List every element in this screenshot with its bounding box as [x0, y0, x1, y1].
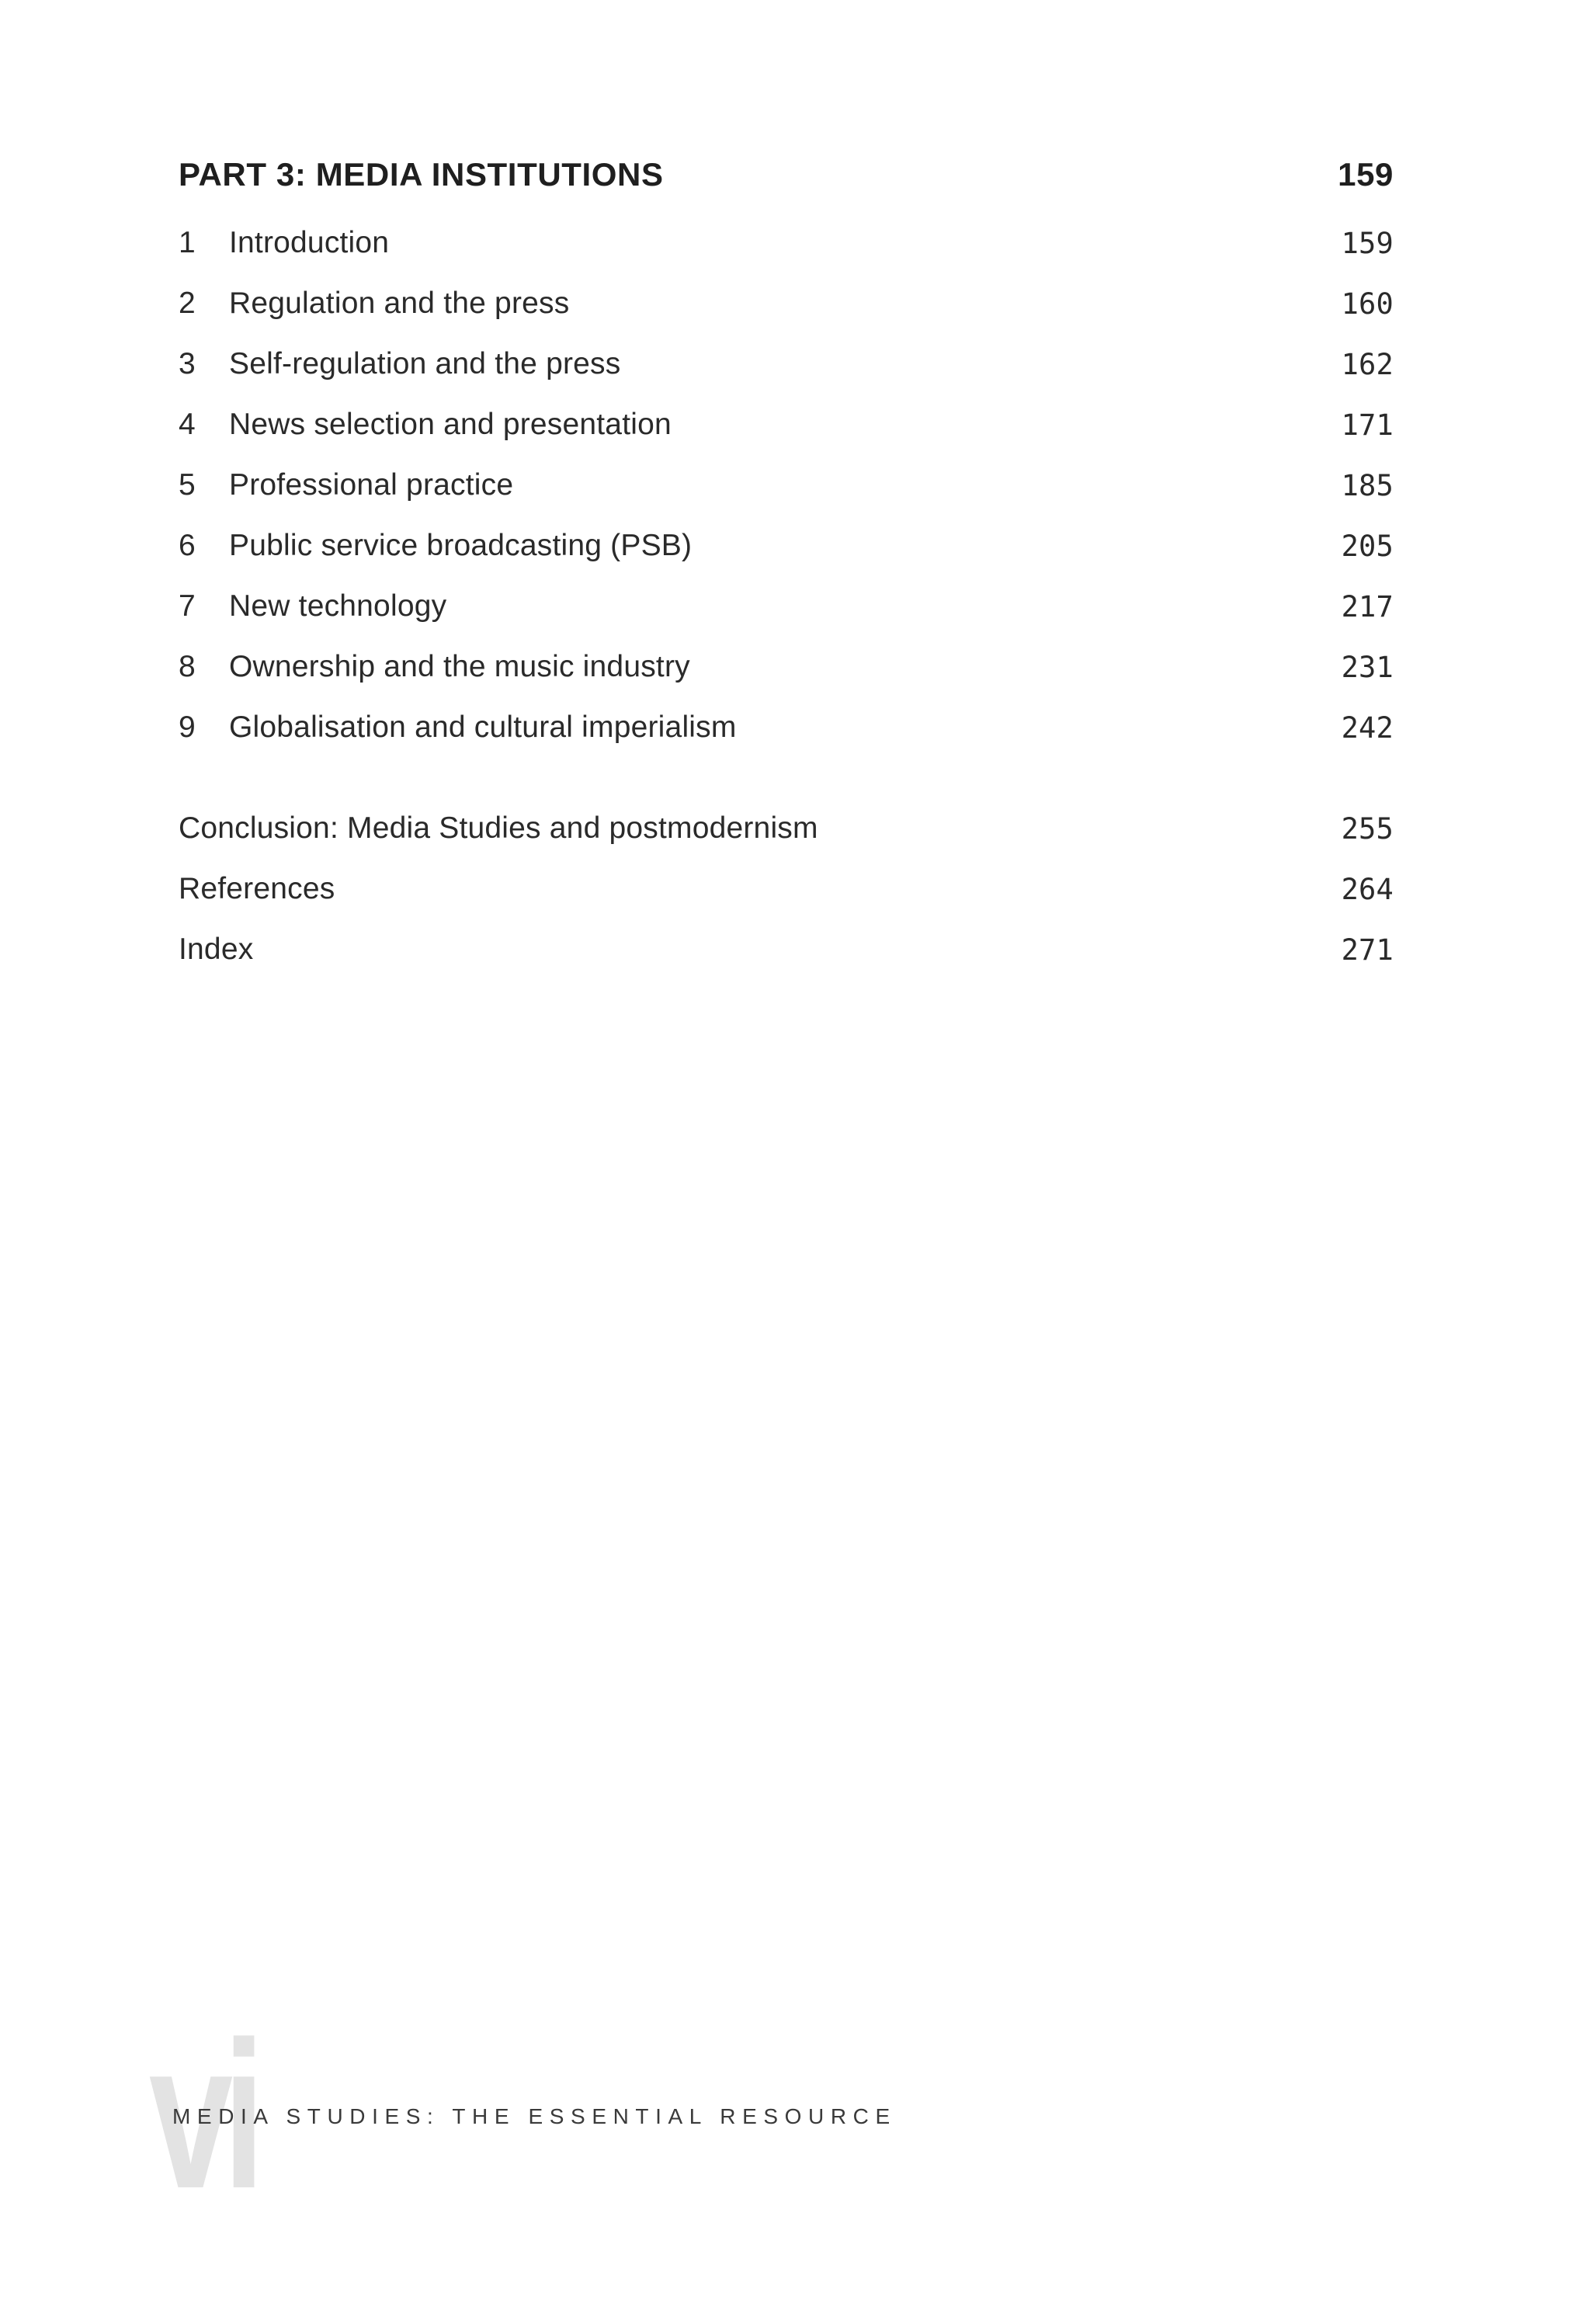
toc-entry-chapter-3	[179, 334, 1394, 394]
toc-entry-references	[179, 859, 1394, 919]
chapter-page-number: 185	[1341, 468, 1394, 502]
chapter-number: 2	[179, 287, 196, 320]
chapter-title: Ownership and the music industry	[229, 650, 690, 683]
chapter-number: 6	[179, 529, 196, 562]
chapter-number: 1	[179, 226, 196, 259]
toc-entry-conclusion	[179, 798, 1394, 859]
section-spacer	[179, 758, 1394, 798]
toc-entry-chapter-1	[179, 213, 1394, 273]
back-matter-page-number: 271	[1341, 933, 1394, 967]
chapter-page-number: 231	[1341, 650, 1394, 684]
chapter-page-number: 242	[1341, 710, 1394, 745]
back-matter-title: References	[179, 872, 335, 905]
chapter-number: 3	[179, 347, 196, 380]
back-matter-page-number: 255	[1341, 811, 1394, 846]
toc-entry-chapter-5	[179, 455, 1394, 516]
toc-entry-index	[179, 919, 1394, 980]
chapter-title: Public service broadcasting (PSB)	[229, 529, 693, 562]
toc-entry-chapter-6	[179, 516, 1394, 576]
chapter-page-number: 217	[1341, 589, 1394, 624]
chapter-page-number: 162	[1341, 347, 1394, 381]
chapter-page-number: 205	[1341, 529, 1394, 563]
running-footer-title: MEDIA STUDIES: THE ESSENTIAL RESOURCE	[172, 2104, 897, 2128]
chapter-number: 5	[179, 468, 196, 502]
chapter-title: Introduction	[229, 226, 390, 259]
page-folio-numeral: vi	[149, 1999, 255, 2232]
part-title: PART 3: MEDIA INSTITUTIONS	[179, 156, 664, 193]
toc-entry-chapter-4	[179, 394, 1394, 455]
chapter-page-number: 160	[1341, 287, 1394, 321]
chapter-page-number: 171	[1341, 408, 1394, 442]
back-matter-page-number: 264	[1341, 872, 1394, 906]
chapter-title: News selection and presentation	[229, 408, 672, 441]
toc-entry-chapter-2	[179, 273, 1394, 334]
toc-entry-chapter-8	[179, 637, 1394, 697]
part-page-number: 159	[1338, 156, 1394, 193]
chapter-title: Regulation and the press	[229, 287, 570, 320]
toc-entry-chapter-9	[179, 697, 1394, 758]
chapter-number: 4	[179, 408, 196, 441]
chapter-title: Globalisation and cultural imperialism	[229, 710, 737, 744]
back-matter-title: Conclusion: Media Studies and postmodernism	[179, 811, 818, 845]
chapter-page-number: 159	[1341, 226, 1394, 260]
toc-entry-chapter-7	[179, 576, 1394, 637]
chapter-title: New technology	[229, 589, 447, 623]
part-heading	[179, 152, 1394, 197]
chapter-number: 7	[179, 589, 196, 623]
chapter-title: Self-regulation and the press	[229, 347, 621, 380]
chapter-title: Professional practice	[229, 468, 514, 502]
table-of-contents	[179, 152, 1394, 980]
chapter-number: 9	[179, 710, 196, 744]
back-matter-title: Index	[179, 933, 254, 966]
chapter-number: 8	[179, 650, 196, 683]
